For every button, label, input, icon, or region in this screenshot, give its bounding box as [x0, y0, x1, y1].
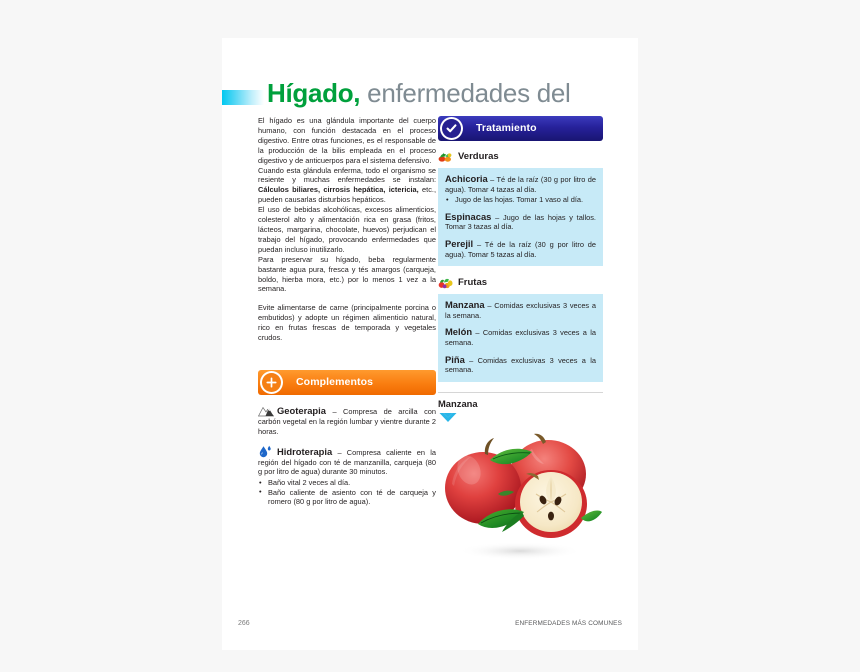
tratamiento-label: Tratamiento: [476, 122, 537, 134]
group-label-frutas: Frutas: [458, 277, 488, 289]
complemento-geoterapia: [258, 404, 436, 437]
hidroterapia-bullets: [258, 478, 436, 507]
achicoria-desc: – Té de la raíz (30 g por litro de agua). Tomar 4 tazas al día.: [445, 175, 596, 194]
pina-name: Piña: [445, 353, 465, 365]
intro-paragraph-2: [258, 166, 436, 206]
entry-manzana: [445, 300, 596, 320]
entry-achicoria: [445, 174, 596, 205]
achicoria-bullets: [445, 195, 596, 205]
achicoria-line: [445, 174, 596, 194]
perejil-name: Perejil: [445, 237, 474, 249]
group-header-verduras: [438, 150, 603, 163]
melon-name: Melón: [445, 326, 473, 338]
intro-paragraph-3: El uso de bebidas alcohólicas, excesos alimenticios, colesterol alto y alimentación rica en grasa (fritos, lácteos, margarina, chocolate, huevos) perjudican el trabajo del hígado, provocando enfermedades que puedan incluso inutilizarlo.: [258, 205, 436, 254]
pina-desc: – Comidas exclusivas 3 veces a la semana.: [445, 355, 596, 375]
title-accent-bar: [222, 90, 264, 105]
complemento-hidroterapia: [258, 445, 436, 507]
melon-line: [445, 327, 596, 347]
paragraph-post: etc., pueden causarlas disturbios hepáticos.: [258, 185, 436, 205]
entry-perejil: [445, 239, 596, 259]
plus-circle-icon: [260, 371, 283, 394]
title-light-text: enfermedades del: [367, 78, 571, 108]
page-number: 266: [238, 620, 250, 627]
verduras-box: [438, 168, 603, 266]
melon-desc: – Comidas exclusivas 3 veces a la semana.: [445, 328, 596, 347]
espinacas-desc: – Jugo de las hojas y tallos. Tomar 3 tazas al día.: [445, 212, 596, 232]
water-drop-icon: [258, 445, 274, 458]
manzana-name: Manzana: [445, 299, 485, 311]
photo-divider: [438, 392, 603, 393]
list-item: • Baño caliente de asiento con té de carqueja y romero (80 g por litro de agua).: [267, 488, 436, 507]
entry-pina: [445, 355, 596, 375]
group-label-verduras: Verduras: [458, 151, 499, 162]
chevron-down-icon: [438, 411, 603, 429]
entry-melon: [445, 327, 596, 347]
tratamiento-header: [438, 116, 603, 141]
mountain-icon: [258, 404, 274, 417]
perejil-line: [445, 239, 596, 259]
page-footer: [222, 620, 638, 632]
footer-title: ENFERMEDADES MÁS COMUNES: [515, 620, 622, 627]
entry-espinacas: [445, 212, 596, 232]
page-sheet: [222, 38, 638, 650]
right-column: [438, 116, 603, 562]
intro-paragraph-4: Para preservar su hígado, beba regularmente bastante agua pura, fresca y tés amargos (carqueja, boldo, hierba mora, etc.) por lo menos 1 vez a la semana.: [258, 254, 436, 294]
achicoria-name: Achicoria: [445, 173, 488, 184]
espinacas-name: Espinacas: [445, 210, 492, 222]
left-column: [258, 116, 436, 515]
photo-caption: Manzana: [438, 397, 478, 409]
apples-photo: [438, 432, 603, 562]
intro-paragraph-5: Evite alimentarse de carne (principalmente porcina o embutidos) y adopte un régimen alimenticio natural, rico en frutas frescas de temporada y vegetales crudos.: [258, 303, 436, 343]
paragraph-pre: Cuando esta glándula enferma, todo el organismo se resiente y muchas enfermedades se instalan:: [258, 165, 436, 185]
check-circle-icon: [440, 117, 463, 140]
fruits-icon: [438, 276, 453, 289]
complementos-header: [258, 370, 436, 395]
perejil-desc: – Té de la raíz (30 g por litro de agua). Tomar 5 tazas al día.: [445, 239, 596, 259]
pina-line: [445, 355, 596, 375]
espinacas-line: [445, 212, 596, 232]
title-strong: Hígado,: [267, 78, 361, 108]
list-item: • Jugo de las hojas. Tomar 1 vaso al día.: [454, 195, 596, 205]
frutas-box: [438, 294, 603, 382]
paragraph-bold: Cálculos biliares, cirrosis hepática, ictericia,: [258, 185, 419, 195]
hidroterapia-text: – Compresa caliente en la región del hígado con té de manzanilla, carqueja (80 g por litro de agua) durante 30 minutos.: [258, 447, 436, 477]
manzana-desc: – Comidas exclusivas 3 veces a la semana.: [445, 301, 596, 320]
page-title: [222, 80, 638, 116]
list-item: • Baño vital 2 veces al día.: [267, 478, 436, 488]
title-text: [267, 78, 571, 109]
group-header-frutas: [438, 276, 603, 289]
hidroterapia-name: Hidroterapia: [277, 445, 333, 457]
intro-paragraph-1: El hígado es una glándula importante del cuerpo humano, con función destacada en el proceso digestivo. Entre otras funciones, es el responsable de la producción de la bilis empleada en el proceso digestivo y de anticuerpos para el sistema defensivo.: [258, 116, 436, 165]
geoterapia-text: – Compresa de arcilla con carbón vegetal en la región lumbar y vientre durante 2 horas.: [258, 406, 436, 436]
vegetables-icon: [438, 150, 453, 163]
manzana-line: [445, 300, 596, 320]
geoterapia-name: Geoterapia: [277, 404, 326, 416]
complementos-label: Complementos: [296, 375, 374, 388]
